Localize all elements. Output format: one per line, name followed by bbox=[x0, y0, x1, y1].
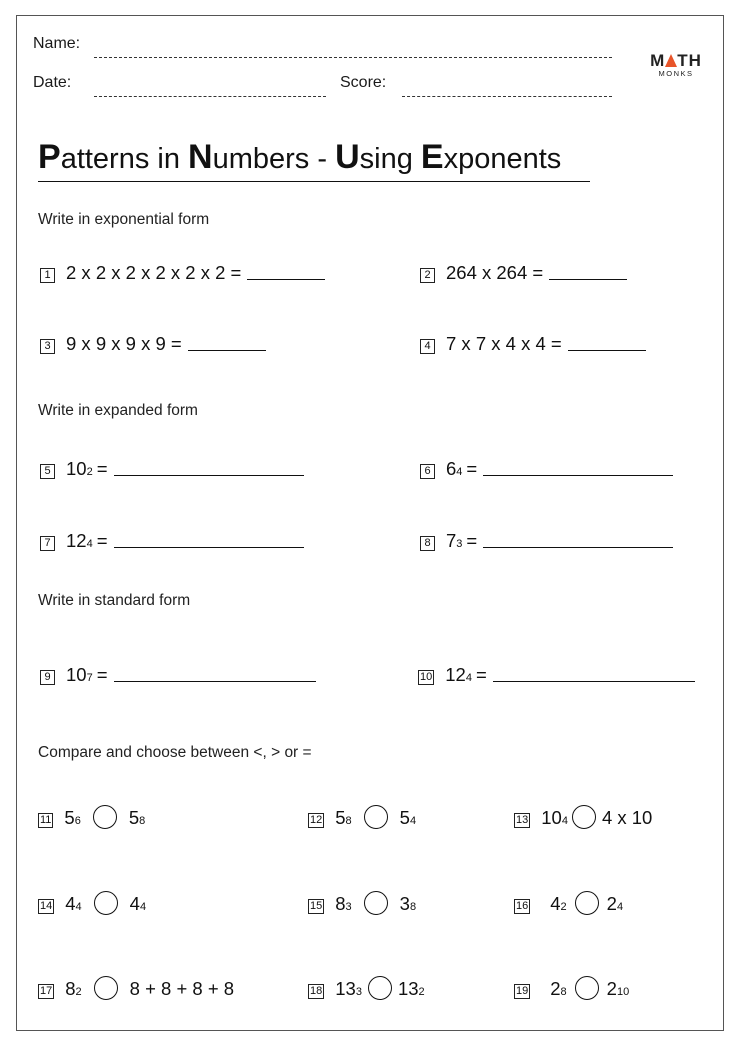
answer-line[interactable] bbox=[247, 278, 325, 280]
answer-line[interactable] bbox=[568, 349, 646, 351]
compare-circle[interactable] bbox=[94, 976, 118, 1000]
answer-line[interactable] bbox=[114, 546, 304, 548]
answer-line[interactable] bbox=[483, 546, 673, 548]
question-2: 2 264 x 264 = bbox=[420, 262, 627, 284]
answer-line[interactable] bbox=[114, 474, 304, 476]
section-expanded: Write in expanded form bbox=[38, 402, 198, 419]
score-field[interactable] bbox=[402, 96, 612, 97]
question-16: 16 4 2 2 4 bbox=[516, 893, 624, 914]
question-1: 1 2 x 2 x 2 x 2 x 2 x 2 = bbox=[40, 262, 325, 284]
compare-circle[interactable] bbox=[575, 891, 599, 915]
compare-circle[interactable] bbox=[575, 976, 599, 1000]
question-5: 5 10 2 = bbox=[40, 458, 304, 480]
question-13: 13 10 4 4 x 10 bbox=[516, 807, 653, 828]
answer-line[interactable] bbox=[188, 349, 266, 351]
score-label: Score: bbox=[340, 74, 387, 91]
title-underline bbox=[38, 181, 590, 182]
question-9: 9 10 7 = bbox=[40, 664, 316, 686]
section-standard: Write in standard form bbox=[38, 592, 191, 609]
question-4: 4 7 x 7 x 4 x 4 = bbox=[420, 333, 646, 355]
question-7: 7 12 4 = bbox=[40, 530, 304, 552]
compare-circle[interactable] bbox=[364, 891, 388, 915]
date-field[interactable] bbox=[94, 96, 326, 97]
compare-circle[interactable] bbox=[364, 805, 388, 829]
compare-circle[interactable] bbox=[94, 891, 118, 915]
section-compare: Compare and choose between <, > or = bbox=[38, 744, 312, 761]
question-3: 3 9 x 9 x 9 x 9 = bbox=[40, 333, 266, 355]
name-field[interactable] bbox=[94, 57, 612, 58]
answer-line[interactable] bbox=[493, 680, 695, 682]
page-title: Patterns in Numbers - Using Exponents bbox=[38, 138, 562, 176]
question-12: 12 5 8 5 4 bbox=[310, 807, 417, 828]
question-10: 10 12 4 = bbox=[418, 664, 695, 686]
name-label: Name: bbox=[33, 35, 81, 52]
compare-circle[interactable] bbox=[572, 805, 596, 829]
question-14: 14 4 4 4 4 bbox=[40, 893, 147, 914]
question-15: 15 8 3 3 8 bbox=[310, 893, 417, 914]
question-11: 11 5 6 5 8 bbox=[40, 807, 146, 828]
answer-line[interactable] bbox=[483, 474, 673, 476]
question-19: 19 2 8 2 10 bbox=[516, 978, 630, 999]
question-18: 18 13 3 13 2 bbox=[310, 978, 425, 999]
math-monks-logo: M TH MONKS bbox=[650, 51, 702, 78]
date-label: Date: bbox=[33, 74, 72, 91]
question-6: 6 6 4 = bbox=[420, 458, 673, 480]
section-exponential: Write in exponential form bbox=[38, 211, 210, 228]
answer-line[interactable] bbox=[114, 680, 316, 682]
compare-circle[interactable] bbox=[93, 805, 117, 829]
compare-circle[interactable] bbox=[368, 976, 392, 1000]
answer-line[interactable] bbox=[549, 278, 627, 280]
question-17: 17 8 2 8 + 8 + 8 + 8 bbox=[40, 978, 235, 999]
triangle-icon bbox=[665, 54, 677, 67]
question-8: 8 7 3 = bbox=[420, 530, 673, 552]
